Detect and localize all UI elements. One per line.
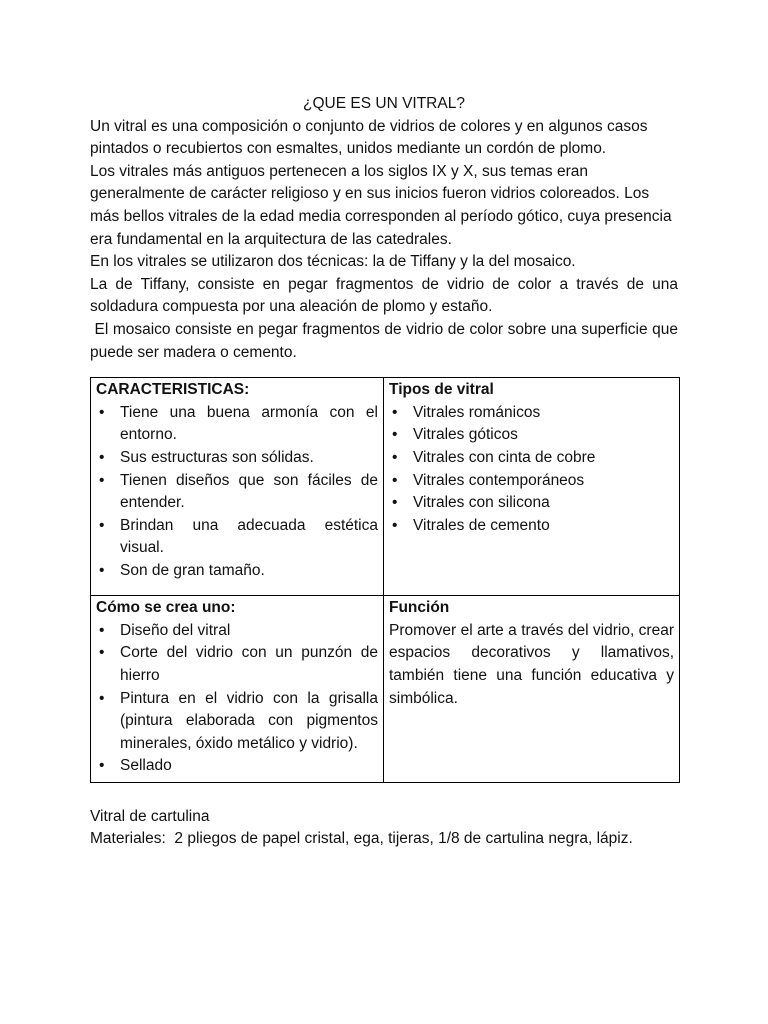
list-item: • Sus estructuras son sólidas. [96,447,378,470]
intro-paragraph-definition: Un vitral es una composición o conjunto de vidrios de colores y en algunos casos pintados o recubiertos con esmaltes, unidos mediante un cordón de plomo. [90,117,648,158]
list-item: • Vitrales contemporáneos [389,470,674,493]
como-list [96,620,378,778]
list-item: • Brindan una adecuada estética visual. [96,515,378,560]
list-item: • Vitrales románicos [389,402,674,425]
table-row [91,378,680,596]
funcion-text: Promover el arte a través del vidrio, crear espacios decorativos y llamativos, también tiene una función educativa y simbólica. [389,621,674,707]
table-row [91,596,680,783]
como-cell [91,596,384,783]
info-table [90,377,680,783]
tipos-heading: Tipos de vitral [389,381,494,399]
list-item: • Vitrales de cemento [389,515,674,538]
list-item: • Vitrales góticos [389,424,674,447]
intro-paragraph-history: Los vitrales más antiguos pertenecen a los siglos IX y X, sus temas eran generalmente de carácter religioso y en sus inicios fueron vidrios coloreados. Los más bellos vitrales de la edad media corresponden al período gótico, cuya presencia era fundamental en la arquitectura de las catedrales. [90,162,672,248]
cartulina-subtitle: Vitral de cartulina [90,807,210,825]
como-heading: Cómo se crea uno: [96,599,236,617]
tipos-cell [384,378,680,596]
list-item: • Tienen diseños que son fáciles de entender. [96,470,378,515]
funcion-cell [384,596,680,783]
list-item: • Sellado [96,755,378,778]
funcion-heading: Función [389,599,450,617]
list-item: • Son de gran tamaño. [96,560,378,583]
intro-paragraph-tiffany: La de Tiffany, consiste en pegar fragmentos de vidrio de color a través de una soldadura compuesta por una aleación de plomo y estaño. [90,275,678,316]
list-item: • Tiene una buena armonía con el entorno. [96,402,378,447]
intro-paragraph-techniques: En los vitrales se utilizaron dos técnicas: la de Tiffany y la del mosaico. [90,253,576,271]
list-item: • Diseño del vitral [96,620,378,643]
caracteristicas-heading: CARACTERISTICAS: [96,381,250,399]
caracteristicas-list [96,402,378,583]
list-item: • Corte del vidrio con un punzón de hierro [96,642,378,687]
caracteristicas-cell [91,378,384,596]
document-title: ¿QUE ES UN VITRAL? [303,95,465,112]
tipos-list [389,402,674,538]
list-item: • Vitrales con silicona [389,492,674,515]
list-item: • Pintura en el vidrio con la grisalla (pintura elaborada con pigmentos minerales, óxido metálico y vidrio). [96,688,378,756]
document-page [90,93,683,851]
cartulina-section [90,806,678,851]
intro-paragraph-mosaic: El mosaico consiste en pegar fragmentos de vidrio de color sobre una superficie que puede ser madera o cemento. [90,320,683,361]
list-item: • Vitrales con cinta de cobre [389,447,674,470]
materials-line: Materiales: 2 pliegos de papel cristal, ega, tijeras, 1/8 de cartulina negra, lápiz. [90,830,633,848]
